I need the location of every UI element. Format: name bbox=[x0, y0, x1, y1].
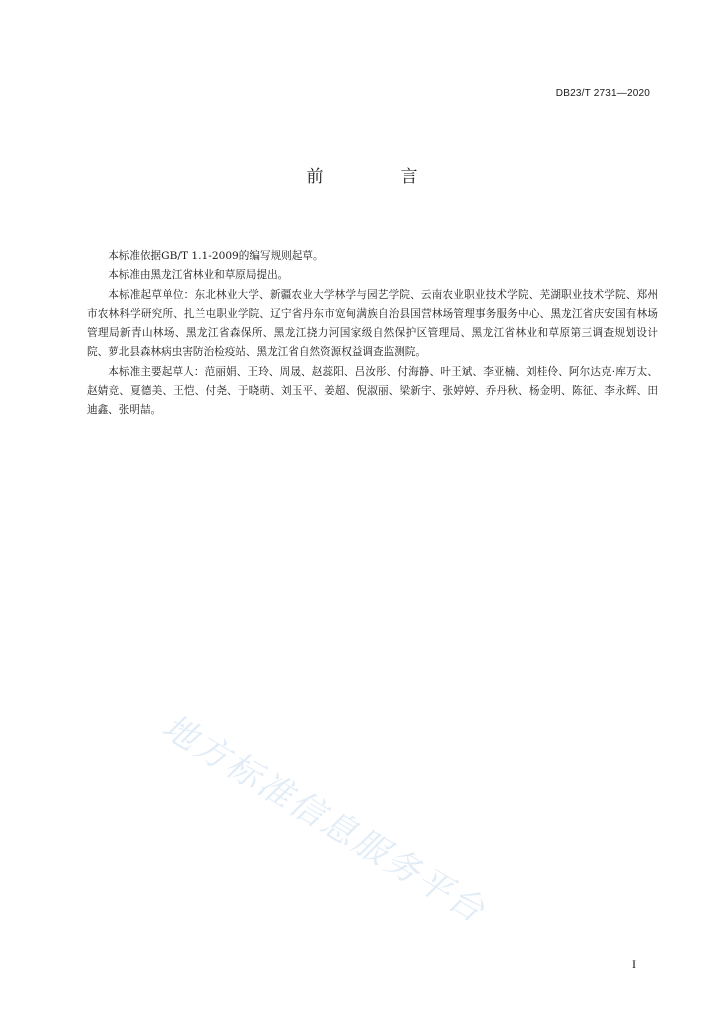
foreword-body bbox=[87, 247, 658, 421]
paragraph-proposer: 本标准由黑龙江省林业和草原局提出。 bbox=[108, 269, 289, 282]
watermark: 地方标准信息服务平台 bbox=[155, 706, 494, 932]
paragraph-drafting-units: 本标准起草单位：东北林业大学、新疆农业大学林学与园艺学院、云南农业职业技术学院、芜湖职业技术学院、郑州市农林科学研究所、扎兰屯职业学院、辽宁省丹东市宽甸满族自治县国营林场管理事务服务中心、黑龙江省庆安国有林场管理局新青山林场、黑龙江省森保所、黑龙江挠力河国家级自然保护区管理局、黑龙江省林业和草原第三调查规划设计院、萝北县森林病虫害防治检疫站、黑龙江省自然资源权益调查监测院。 bbox=[87, 288, 658, 359]
page-number: I bbox=[632, 957, 636, 971]
paragraph-drafters: 本标准主要起草人：范丽娟、王玲、周晟、赵蕊阳、吕汝彤、付海静、叶王斌、李亚楠、刘桂伶、阿尔达克·库万太、赵婧竞、夏德美、王恺、付尧、于晓萌、刘玉平、姜超、倪淑丽、梁新宇、张婷婷、乔丹秋、杨金明、陈征、李永辉、田迪鑫、张明喆。 bbox=[87, 365, 658, 417]
page-title: 前 言 bbox=[306, 167, 448, 187]
paragraph-basis: 本标准依据GB/T 1.1-2009的编写规则起草。 bbox=[108, 250, 324, 262]
document-code: DB23/T 2731—2020 bbox=[555, 88, 650, 99]
